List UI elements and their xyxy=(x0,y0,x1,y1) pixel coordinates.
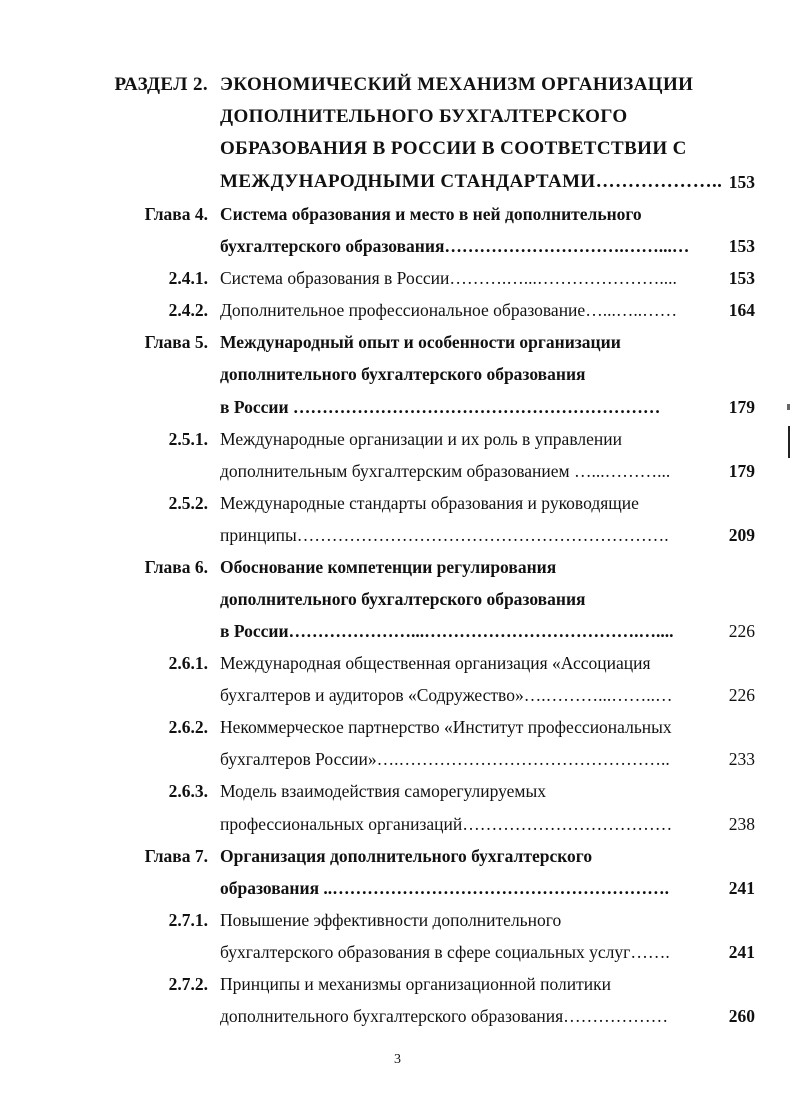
toc-subsection-2-7-1-page: 241 xyxy=(728,942,755,962)
toc-subsection-2-4-1-page: 153 xyxy=(728,268,755,288)
toc-chapter-5-cont xyxy=(0,358,795,390)
toc-chapter-7-title-line-1: Организация дополнительного бухгалтерского xyxy=(220,846,593,866)
toc-subsection-2-6-3 xyxy=(0,775,795,807)
toc-chapter-5-title-line-2: дополнительного бухгалтерского образования xyxy=(220,364,586,384)
page-number: 3 xyxy=(394,1052,401,1067)
toc-subsection-2-4-2-page: 164 xyxy=(728,300,755,320)
toc-subsection-2-6-3-label: 2.6.3. xyxy=(168,781,208,801)
toc-chapter-7 xyxy=(0,840,795,872)
toc-subsection-2-4-1-label: 2.4.1. xyxy=(168,268,208,288)
toc-subsection-2-5-2-title-line-1: Международные стандарты образования и руководящие xyxy=(220,493,639,513)
toc-chapter-5-title-line-1: Международный опыт и особенности организации xyxy=(220,332,621,352)
toc-subsection-2-7-2-label: 2.7.2. xyxy=(168,974,208,994)
toc-section-title-line-1: ЭКОНОМИЧЕСКИЙ МЕХАНИЗМ ОРГАНИЗАЦИИ xyxy=(220,74,694,95)
toc-subsection-2-5-1-title-line-2: дополнительным бухгалтерским образованием …...………... xyxy=(220,461,671,481)
toc-chapter-4-title-line-1: Система образования и место в ней дополнительного xyxy=(220,204,642,224)
toc-chapter-4-title-line-2: бухгалтерского образования………………………….……...… xyxy=(220,236,690,256)
toc-subsection-2-5-2 xyxy=(0,487,795,519)
toc-chapter-7-label: Глава 7. xyxy=(144,846,208,866)
scan-mark xyxy=(788,426,790,458)
toc-chapter-6-title-line-3: в России…………………...……………………………….….... xyxy=(220,621,674,641)
toc-section-title-line-2: ДОПОЛНИТЕЛЬНОГО БУХГАЛТЕРСКОГО xyxy=(220,106,628,127)
scan-speck xyxy=(787,404,790,410)
toc-subsection-2-5-2-label: 2.5.2. xyxy=(168,493,208,513)
toc-chapter-7-title-line-2: образования ..…………………………………………………. xyxy=(220,878,670,898)
toc-subsection-2-6-3-title-line-1: Модель взаимодействия саморегулируемых xyxy=(220,781,546,801)
toc-subsection-2-6-1-page: 226 xyxy=(728,685,755,705)
toc-chapter-6-title-line-2: дополнительного бухгалтерского образования xyxy=(220,589,586,609)
toc-section-line xyxy=(0,101,795,133)
toc-subsection-2-5-2-cont xyxy=(0,519,795,551)
toc-chapter-5-label: Глава 5. xyxy=(144,332,208,352)
toc-subsection-2-6-1-label: 2.6.1. xyxy=(168,653,208,673)
toc-subsection-2-5-1-title-line-1: Международные организации и их роль в управлении xyxy=(220,429,622,449)
toc-chapter-7-cont xyxy=(0,872,795,904)
toc-subsection-2-4-2-title: Дополнительное профессиональное образование…...…..…… xyxy=(220,300,678,320)
toc-chapter-6-cont xyxy=(0,615,795,647)
toc-subsection-2-6-3-cont xyxy=(0,808,795,840)
toc-subsection-2-5-1-label: 2.5.1. xyxy=(168,429,208,449)
toc-subsection-2-6-1-title-line-1: Международная общественная организация «Ассоциация xyxy=(220,653,651,673)
toc-section-line xyxy=(0,133,795,165)
toc-subsection-2-4-1 xyxy=(0,262,795,294)
toc-subsection-2-7-2-cont xyxy=(0,1000,795,1032)
toc-subsection-2-6-1 xyxy=(0,647,795,679)
toc-subsection-2-7-2-page: 260 xyxy=(728,1006,755,1026)
toc-subsection-2-7-2-title-line-1: Принципы и механизмы организационной политики xyxy=(220,974,612,994)
toc-section-title-line-3: ОБРАЗОВАНИЯ В РОССИИ В СООТВЕТСТВИИ С xyxy=(220,138,687,159)
toc-subsection-2-5-1 xyxy=(0,423,795,455)
toc-subsection-2-7-1-title-line-2: бухгалтерского образования в сфере социальных услуг……. xyxy=(220,942,670,962)
toc-subsection-2-7-1-label: 2.7.1. xyxy=(168,910,208,930)
toc-subsection-2-4-1-title: Система образования в России……….…...………………….... xyxy=(220,268,677,288)
toc-chapter-5-title-line-3: в России ……………………………………………………… xyxy=(220,397,661,417)
toc-subsection-2-7-2-title-line-2: дополнительного бухгалтерского образования……………… xyxy=(220,1006,669,1026)
toc-chapter-4-label: Глава 4. xyxy=(144,204,208,224)
toc-section-page: 153 xyxy=(728,172,755,192)
toc-section-title-line-4: МЕЖДУНАРОДНЫМИ СТАНДАРТАМИ……………….. xyxy=(220,171,723,192)
toc-subsection-2-7-1-cont xyxy=(0,936,795,968)
toc-subsection-2-6-2-page: 233 xyxy=(728,749,755,769)
toc-subsection-2-5-1-page: 179 xyxy=(728,461,755,481)
toc-chapter-4-cont xyxy=(0,230,795,262)
toc-subsection-2-5-2-page: 209 xyxy=(728,525,755,545)
toc-chapter-4 xyxy=(0,198,795,230)
toc-subsection-2-6-3-title-line-2: профессиональных организаций……………………………… xyxy=(220,814,673,834)
toc-chapter-5-page: 179 xyxy=(728,397,755,417)
toc-subsection-2-6-1-cont xyxy=(0,679,795,711)
toc-subsection-2-4-2 xyxy=(0,294,795,326)
toc-chapter-6 xyxy=(0,551,795,583)
toc-section-label: РАЗДЕЛ 2. xyxy=(114,74,208,95)
toc-subsection-2-6-2-title-line-1: Некоммерческое партнерство «Институт профессиональных xyxy=(220,717,672,737)
toc-subsection-2-5-2-title-line-2: принципы………………………………………………………. xyxy=(220,525,669,545)
toc-subsection-2-6-2 xyxy=(0,711,795,743)
toc-subsection-2-7-2 xyxy=(0,968,795,1000)
toc-chapter-5-cont xyxy=(0,391,795,423)
toc-subsection-2-6-2-label: 2.6.2. xyxy=(168,717,208,737)
toc-subsection-2-6-2-cont xyxy=(0,743,795,775)
toc-chapter-6-title-line-1: Обоснование компетенции регулирования xyxy=(220,557,557,577)
toc-section-heading xyxy=(0,69,795,101)
toc-chapter-5 xyxy=(0,326,795,358)
toc-subsection-2-7-1-title-line-1: Повышение эффективности дополнительного xyxy=(220,910,562,930)
toc-section-line xyxy=(0,166,795,198)
toc-subsection-2-6-2-title-line-2: бухгалтеров России»….……………………………………….. xyxy=(220,749,670,769)
toc-chapter-4-page: 153 xyxy=(728,236,755,256)
toc-chapter-6-cont xyxy=(0,583,795,615)
toc-chapter-6-label: Глава 6. xyxy=(144,557,208,577)
toc-chapter-7-page: 241 xyxy=(728,878,755,898)
toc-subsection-2-6-1-title-line-2: бухгалтеров и аудиторов «Содружество»….………...……..… xyxy=(220,685,673,705)
toc-chapter-6-page: 226 xyxy=(728,621,755,641)
toc-subsection-2-4-2-label: 2.4.2. xyxy=(168,300,208,320)
toc-subsection-2-7-1 xyxy=(0,904,795,936)
toc-subsection-2-6-3-page: 238 xyxy=(728,814,755,834)
toc-subsection-2-5-1-cont xyxy=(0,455,795,487)
